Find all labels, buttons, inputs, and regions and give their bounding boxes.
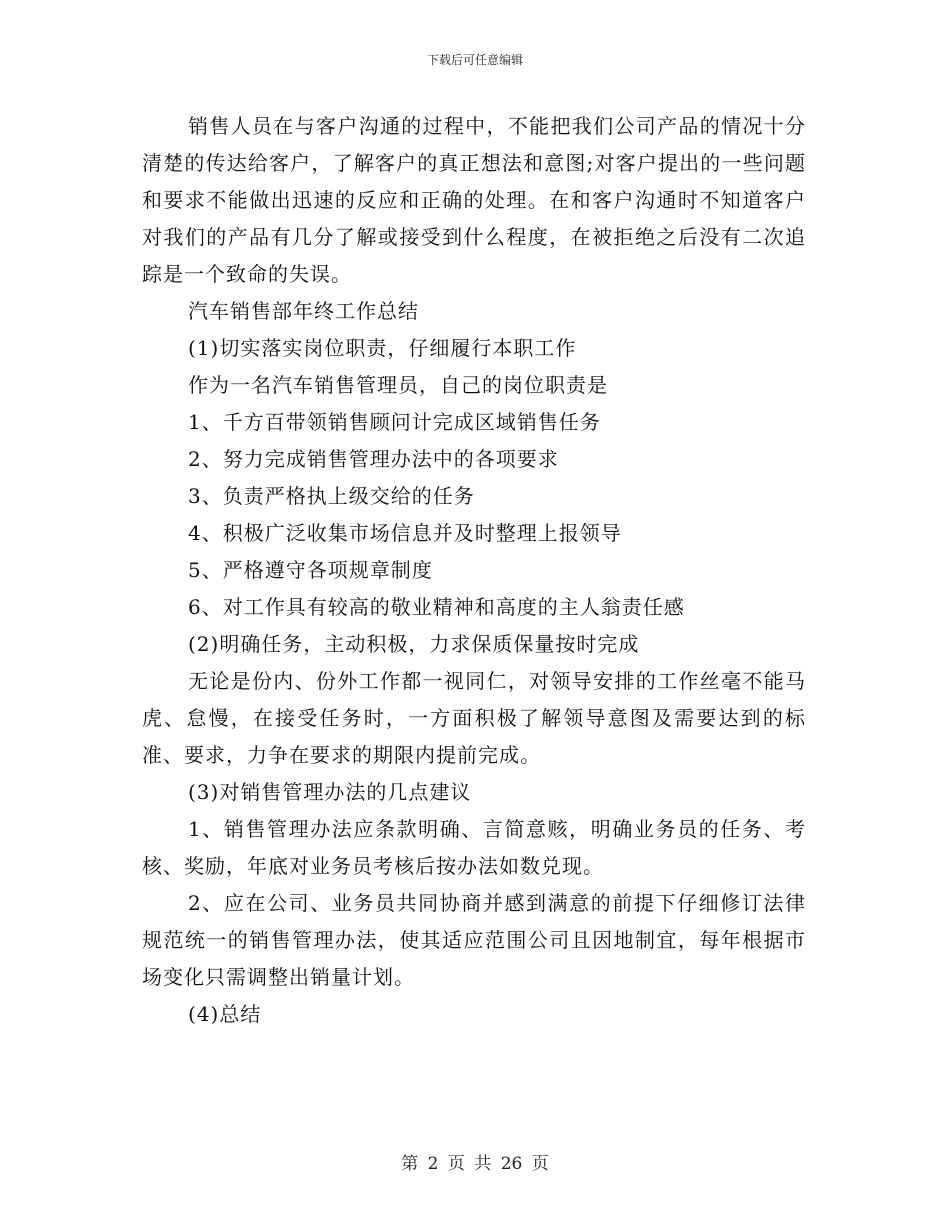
heading-4: (4)总结 <box>188 1002 262 1026</box>
paragraph-intro: 销售人员在与客户沟通的过程中，不能把我们公司产品的情况十分清楚的传达给客户，了解客户的真正想法和意图;对客户提出的一些问题和要求不能做出迅速的反应和正确的处理。在和客户沟通时不知道客户对我们的产品有几分了解或接受到什么程度，在被拒绝之后没有二次追踪是一个致命的失误。 <box>142 114 806 286</box>
list-item-duty-4: 4、积极广泛收集市场信息并及时整理上报领导 <box>188 521 622 545</box>
page-footer: 第 2 页 共 26 页 <box>401 1154 549 1174</box>
list-item-duty-2: 2、努力完成销售管理办法中的各项要求 <box>188 447 559 471</box>
list-item-duty-6: 6、对工作具有较高的敬业精神和高度的主人翁责任感 <box>188 595 685 619</box>
section-title: 汽车销售部年终工作总结 <box>188 299 419 323</box>
document-body <box>142 108 806 1033</box>
list-item-duty-1: 1、千方百带领销售顾问计完成区域销售任务 <box>188 410 601 434</box>
paragraph-duties-intro: 作为一名汽车销售管理员，自己的岗位职责是 <box>188 373 608 397</box>
heading-2: (2)明确任务，主动积极，力求保质保量按时完成 <box>188 632 640 656</box>
page-header: 下载后可任意编辑 <box>426 53 523 67</box>
heading-1: (1)切实落实岗位职责，仔细履行本职工作 <box>188 336 577 360</box>
list-item-suggestion-2: 2、应在公司、业务员共同协商并感到满意的前提下仔细修订法律规范统一的销售管理办法，使其适应范围公司且因地制宜，每年根据市场变化只需调整出销量计划。 <box>142 891 806 989</box>
heading-3: (3)对销售管理办法的几点建议 <box>188 780 472 804</box>
list-item-suggestion-1: 1、销售管理办法应条款明确、言简意赅，明确业务员的任务、考核、奖励，年底对业务员考核后按办法如数兑现。 <box>142 817 806 878</box>
list-item-duty-3: 3、负责严格执上级交给的任务 <box>188 484 475 508</box>
list-item-duty-5: 5、严格遵守各项规章制度 <box>188 558 433 582</box>
paragraph-tasks: 无论是份内、份外工作都一视同仁，对领导安排的工作丝毫不能马虎、怠慢，在接受任务时，一方面积极了解领导意图及需要达到的标准、要求，力争在要求的期限内提前完成。 <box>142 669 806 767</box>
